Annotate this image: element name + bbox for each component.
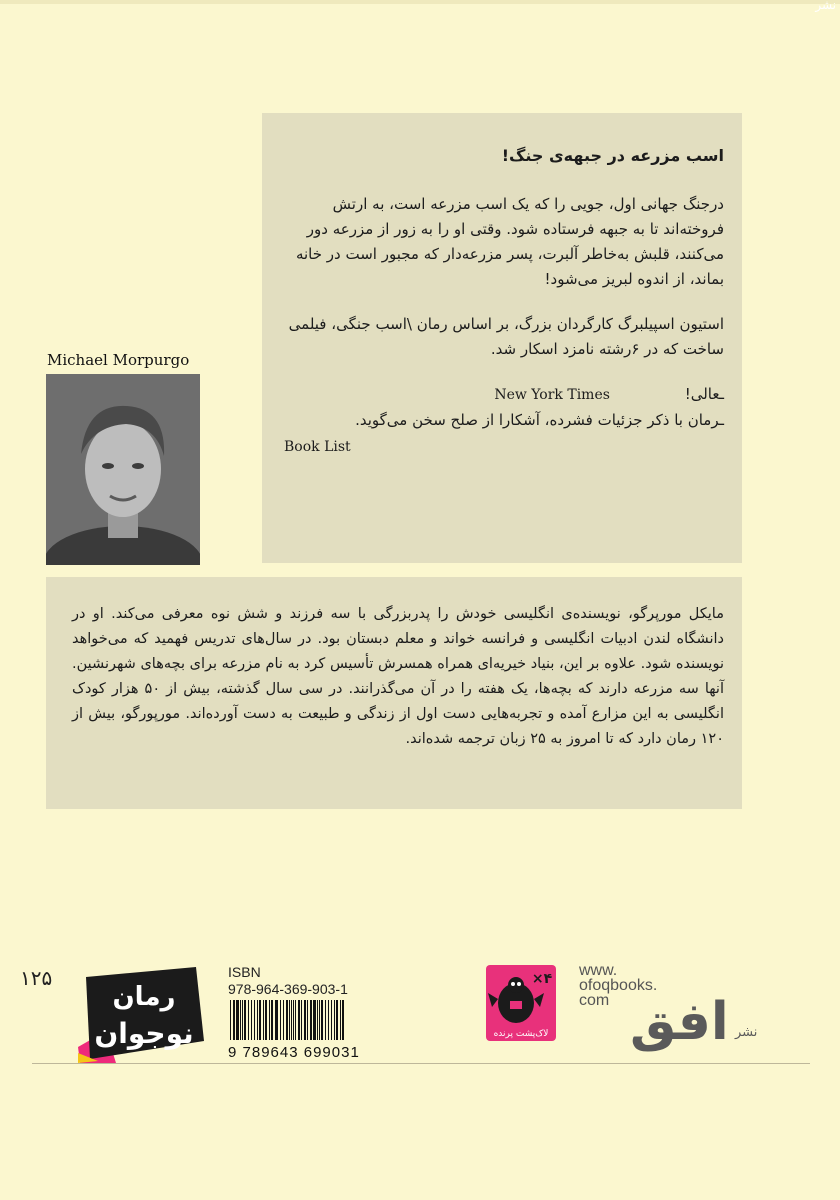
imprint-name: لاک‌پشت پرنده (493, 1029, 549, 1039)
series-line-1: رمان (112, 982, 176, 1012)
barcode-bar (289, 1000, 290, 1040)
website-line-2: ofoqbooks. (579, 977, 658, 994)
imprint-logo (486, 965, 556, 1041)
barcode-bar (331, 1000, 332, 1040)
barcode-bar (263, 1000, 264, 1040)
barcode-bar (233, 1000, 235, 1040)
author-portrait-icon (46, 374, 200, 565)
website-line-1: www. (579, 962, 618, 979)
barcode-bar (244, 1000, 246, 1040)
barcode-bar (257, 1000, 258, 1040)
barcode-bar (310, 1000, 312, 1040)
barcode-bar (295, 1000, 296, 1040)
page-number: ۱۲۵ (20, 966, 53, 990)
barcode-bar (271, 1000, 273, 1040)
barcode-bar (275, 1000, 278, 1040)
barcode-bar (319, 1000, 320, 1040)
barcode-bar (342, 1000, 344, 1040)
review-1-source: New York Times (494, 387, 610, 403)
barcode-bar (240, 1000, 241, 1040)
barcode-icon (228, 1000, 470, 1048)
publisher-word: نشر (735, 1025, 758, 1040)
barcode-bar (307, 1000, 308, 1040)
summary-title: اسب مزرعه در جبهه‌ی جنگ! (501, 146, 724, 165)
series-logo (76, 967, 206, 1063)
barcode-bar (336, 1000, 338, 1040)
barcode-bar (236, 1000, 239, 1040)
barcode-bar (269, 1000, 270, 1040)
review-2-source: Book List (284, 439, 351, 455)
barcode-bar (334, 1000, 335, 1040)
isbn-label: ISBN (228, 964, 261, 980)
barcode-bar (286, 1000, 288, 1040)
barcode-bar (283, 1000, 284, 1040)
series-line-2: نوجوان (94, 1017, 194, 1050)
barcode-bar (328, 1000, 329, 1040)
series-logo-icon (76, 967, 206, 1063)
bio-panel (46, 577, 742, 809)
barcode-bar (259, 1000, 261, 1040)
barcode-bar (242, 1000, 243, 1040)
barcode-bar (321, 1000, 323, 1040)
barcode-bar (265, 1000, 267, 1040)
barcode-bar (313, 1000, 316, 1040)
barcode-bar (325, 1000, 326, 1040)
barcode-bar (298, 1000, 300, 1040)
isbn-number: 978-964-369-903-1 (228, 981, 348, 997)
publisher-logo: افق (630, 992, 729, 1052)
summary-paragraph-2: استیون اسپیلبرگ کارگردان بزرگ، بر اساس رمان \اسب جنگی، فیلمی ساخت که در ۶رشته نامزد اسکار شد. (288, 315, 724, 358)
review-1 (280, 382, 724, 408)
barcode-bar (248, 1000, 249, 1040)
flying-turtle-icon (486, 965, 556, 1041)
barcode-bar (340, 1000, 341, 1040)
barcode-bar (301, 1000, 302, 1040)
review-2 (280, 408, 724, 433)
barcode-bar (251, 1000, 252, 1040)
bottom-divider (32, 1063, 810, 1064)
summary-panel (262, 113, 742, 563)
review-2-text: ـرمان با ذکر جزئیات فشرده، آشکارا از صلح سخن می‌گوید. (355, 411, 724, 429)
summary-content (280, 143, 724, 460)
barcode-bar (304, 1000, 306, 1040)
barcode-bar (317, 1000, 318, 1040)
barcode-bar (254, 1000, 255, 1040)
imprint-badge: ×۴ (531, 971, 553, 987)
author-photo (46, 374, 200, 565)
barcode-bar (291, 1000, 292, 1040)
barcode-bar (230, 1000, 231, 1040)
isbn-block (228, 964, 348, 998)
author-name: Michael Morpurgo (47, 351, 190, 369)
top-strip (0, 0, 840, 4)
barcode-digits: 9 789643 699031 (228, 1044, 360, 1061)
barcode-bar (280, 1000, 281, 1040)
summary-paragraph-1: درجنگ جهانی اول، جویی را که یک اسب مزرعه است، به ارتش فروخته‌اند تا به جبهه فرستاده شود. وقتی او را به زور از مزرعه دور می‌کنند، قلبش به‌خاطر آلبرت، پسر مزرعه‌دار که مجبور است در خانه بماند، از اندوه لبریز می‌شود! (295, 195, 724, 288)
barcode-bar (293, 1000, 294, 1040)
review-1-text: ـعالی! (684, 385, 724, 403)
website-line-3: com (579, 992, 610, 1009)
corner-mark: نشر (815, 0, 836, 12)
bio-text: مایکل مورپرگو، نویسنده‌ی انگلیسی خودش را پدربزرگی با سه فرزند و شش نوه معرفی می‌کند. او در دانشگاه لندن ادبیات انگلیسی و فرانسه خواند و معلم دبستان بود. در سال‌های تدریس فهمید که می‌خواهد نویسنده شود. علاوه بر این، بنیاد خیریه‌ای همراه همسرش تأسیس کرد به نام مزرعه برای بچه‌های شهرنشین. آنها سه مزرعه دارند که بچه‌ها، یک هفته را در آن می‌گذرانند. در سی سال گذشته، بیش از ۵۰ هزار کودک انگلیسی به این مزارع آمده و تجربه‌هایی دست اول از زندگی و طبیعت به دست آورده‌اند. مورپورگو، بیش از ۱۲۰ رمان دارد که تا امروز به ۲۵ زبان ترجمه شده‌اند. (72, 606, 724, 747)
